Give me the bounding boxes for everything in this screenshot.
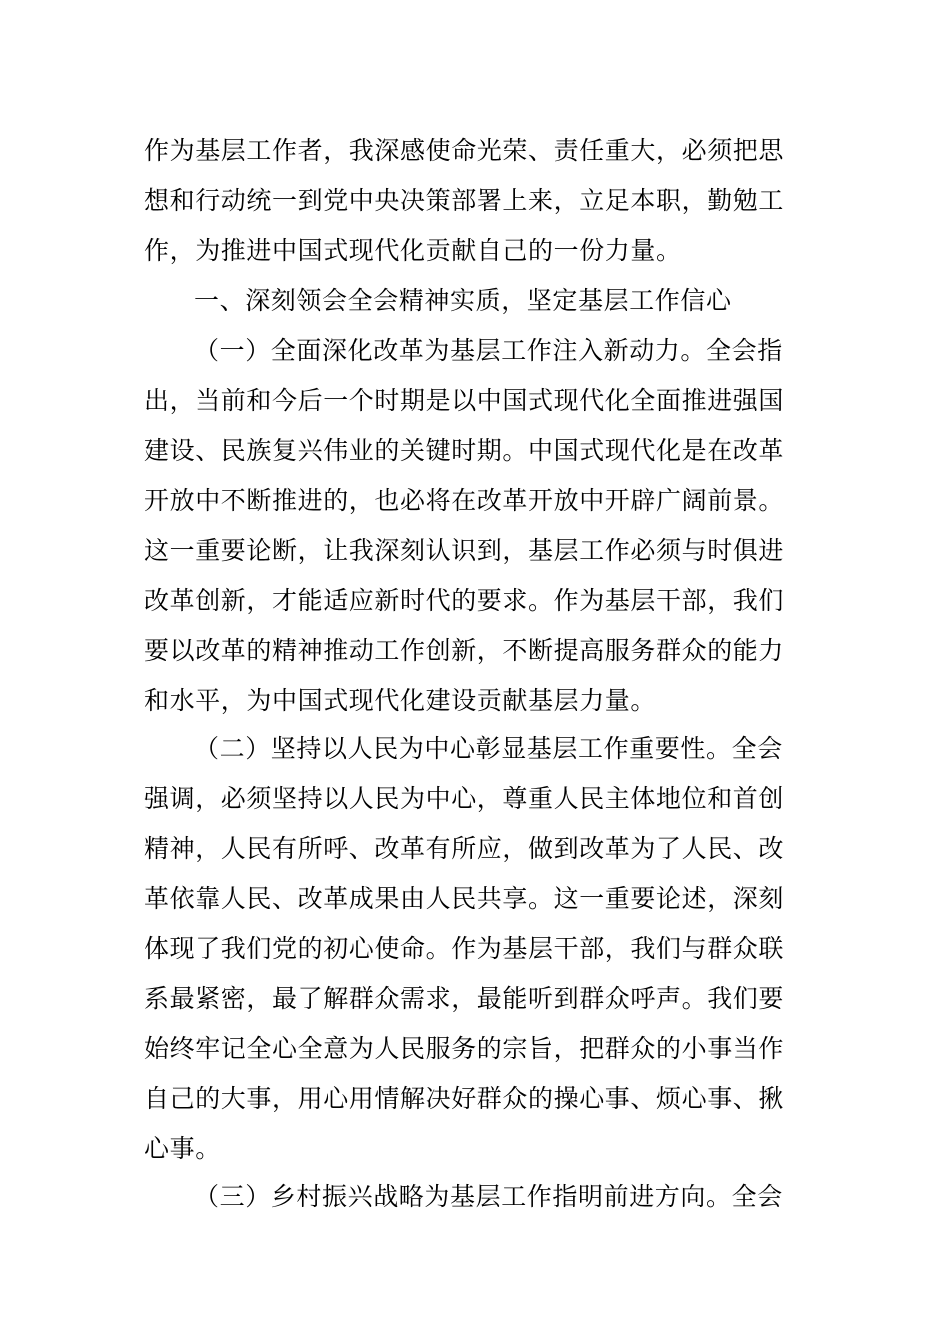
text-line: 想和行动统一到党中央决策部署上来，立足本职，勤勉工 <box>144 186 785 215</box>
text-line: 强调，必须坚持以人民为中心，尊重人民主体地位和首创 <box>144 784 785 813</box>
text-line: 始终牢记全心全意为人民服务的宗旨，把群众的小事当作 <box>144 1034 785 1063</box>
text-line: 和水平，为中国式现代化建设贡献基层力量。 <box>144 686 657 715</box>
text-line: 出，当前和今后一个时期是以中国式现代化全面推进强国 <box>144 386 785 415</box>
text-line: 体现了我们党的初心使命。作为基层干部，我们与群众联 <box>144 934 785 963</box>
text-line: 要以改革的精神推动工作创新，不断提高服务群众的能力 <box>144 636 785 665</box>
text-line: 作，为推进中国式现代化贡献自己的一份力量。 <box>144 236 682 265</box>
text-line: 作为基层工作者，我深感使命光荣、责任重大，必须把思 <box>144 136 785 165</box>
section-heading: 一、深刻领会全会精神实质，坚定基层工作信心 <box>194 286 732 315</box>
text-line: 心事。 <box>144 1134 221 1163</box>
text-line: （二）坚持以人民为中心彰显基层工作重要性。全会 <box>194 734 783 763</box>
text-line: 开放中不断推进的，也必将在改革开放中开辟广阔前景。 <box>144 486 785 515</box>
text-line: 建设、民族复兴伟业的关键时期。中国式现代化是在改革 <box>144 436 785 465</box>
text-line: 革依靠人民、改革成果由人民共享。这一重要论述，深刻 <box>144 884 785 913</box>
text-line: （三）乡村振兴战略为基层工作指明前进方向。全会 <box>194 1182 783 1211</box>
text-line: 精神，人民有所呼、改革有所应，做到改革为了人民、改 <box>144 834 785 863</box>
text-line: 系最紧密，最了解群众需求，最能听到群众呼声。我们要 <box>144 984 785 1013</box>
text-line: 改革创新，才能适应新时代的要求。作为基层干部，我们 <box>144 586 785 615</box>
text-line: （一）全面深化改革为基层工作注入新动力。全会指 <box>194 336 783 365</box>
text-line: 自己的大事，用心用情解决好群众的操心事、烦心事、揪 <box>144 1084 785 1113</box>
text-line: 这一重要论断，让我深刻认识到，基层工作必须与时俱进 <box>144 536 785 565</box>
